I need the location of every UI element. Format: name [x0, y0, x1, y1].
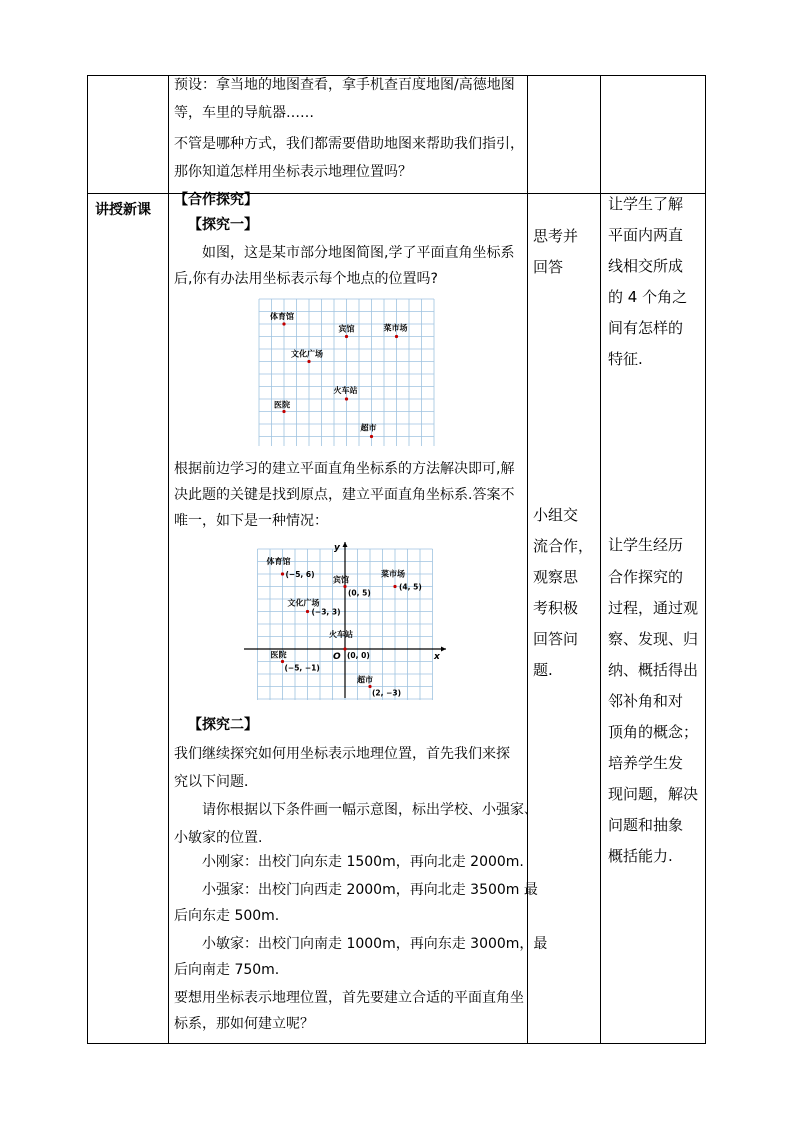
after-map1-line-2: 决此题的关键是找到原点，建立平面直角坐标系.答案不: [174, 487, 515, 503]
map2-label-culture: 文化广场: [287, 598, 320, 608]
city-map-grid: [258, 298, 435, 446]
map1-label-culture: 文化广场: [291, 349, 323, 359]
student-activity-1-line-1: 思考并: [533, 227, 579, 245]
explore2-line-4: 小敏家的位置.: [174, 830, 263, 846]
map2-point-culture: [306, 610, 309, 613]
student-activity-2-line-6: 题.: [533, 661, 553, 679]
explore2-line-9: 后向南走 750m.: [174, 962, 280, 978]
map1-label-hospital: 医院: [274, 400, 290, 410]
explore2-line-8: 小敏家：出校门向南走 1000m，再向东走 3000m，最: [202, 936, 548, 952]
design-intent-1-line-2: 平面内两直: [608, 226, 684, 244]
design-intent-2-line-1: 让学生经历: [608, 536, 684, 554]
design-intent-1-line-6: 特征.: [608, 350, 643, 368]
y-axis-label: y: [334, 543, 340, 553]
map1-label-gym: 体育馆: [270, 312, 294, 321]
map1-point-hospital: [282, 410, 285, 413]
design-intent-2-line-8: 培养学生发: [608, 754, 684, 772]
student-activity-2-line-2: 流合作，: [533, 537, 594, 555]
map1-point-station: [345, 397, 348, 400]
map1-label-station: 火车站: [333, 386, 358, 395]
student-activity-2-line-4: 考积极: [533, 599, 579, 617]
design-intent-1-line-5: 间有怎样的: [608, 319, 684, 337]
design-intent-2-line-3: 过程，通过观: [608, 599, 699, 617]
design-intent-1-line-4: 的 4 个角之: [608, 288, 688, 306]
map2-coord-gym: (−5, 6): [285, 570, 315, 579]
after-map1-line-3: 唯一，如下是一种情况：: [174, 513, 328, 529]
section-label: 讲授新课: [95, 202, 151, 218]
design-intent-2-line-9: 现问题，解决: [608, 785, 699, 803]
student-activity-2-line-5: 回答问: [533, 630, 579, 648]
map2-label-market: 菜市场: [381, 569, 405, 579]
explore1-line-1: 如图，这是某市部分地图简图,学了平面直角坐标系: [202, 245, 515, 261]
map2-point-hotel: [343, 585, 346, 588]
map2-coord-hotel: (0, 5): [348, 588, 371, 598]
x-axis-label: x: [434, 652, 440, 662]
design-intent-2-line-5: 纳、概括得出: [608, 661, 699, 679]
coordinate-map: [242, 538, 450, 700]
row1-line-3: 不管是哪种方式，我们都需要借助地图来帮助我们指引，: [174, 136, 524, 152]
map2-label-gym: 体育馆: [266, 557, 291, 566]
explore1-title: 【探究一】: [188, 217, 258, 233]
student-activity-1-line-2: 回答: [533, 258, 564, 276]
student-activity-2-line-1: 小组交: [533, 506, 579, 524]
map1-label-market: 菜市场: [383, 323, 408, 333]
explore2-line-10: 要想用坐标表示地理位置，首先要建立合适的平面直角坐: [174, 990, 524, 1006]
map1-label-hotel: 宾馆: [338, 324, 355, 334]
map2-label-hospital: 医院: [270, 650, 287, 660]
design-intent-2-line-4: 察、发现、归: [608, 630, 699, 648]
map2-point-gym: [281, 572, 284, 575]
map2-point-market: [393, 585, 396, 588]
design-intent-2-line-6: 邻补角和对: [608, 692, 684, 710]
map1-point-gym: [282, 322, 285, 325]
explore2-line-7: 后向东走 500m.: [174, 908, 280, 924]
explore2-line-2: 究以下问题．: [174, 774, 258, 790]
map1-point-culture: [307, 360, 310, 363]
explore1-line-2: 后,你有办法用坐标表示每个地点的位置吗?: [174, 271, 438, 287]
map1-point-supermarket: [370, 435, 373, 438]
after-map1-line-1: 根据前边学习的建立平面直角坐标系的方法解决即可,解: [174, 461, 515, 477]
design-intent-1-line-3: 线相交所成: [608, 257, 684, 275]
map2-coord-supermarket: (2, −3): [372, 688, 402, 698]
design-intent-2-line-2: 合作探究的: [608, 568, 684, 586]
explore2-title: 【探究二】: [188, 717, 258, 733]
col-divider-3: [600, 76, 601, 1043]
map2-coord-culture: (−3, 3): [311, 607, 341, 617]
design-intent-2-line-7: 顶角的概念；: [608, 723, 699, 741]
explore2-line-11: 标系，那如何建立呢？: [174, 1016, 314, 1032]
row1-line-1: 预设：拿当地的地图查看，拿手机查百度地图/高德地图: [174, 77, 515, 93]
map1-point-market: [395, 335, 398, 338]
cooperative-heading: 【合作探究】: [174, 192, 258, 208]
map1-label-supermarket: 超市: [360, 423, 377, 433]
design-intent-2-line-10: 问题和抽象: [608, 816, 684, 834]
student-activity-2-line-3: 观察思: [533, 568, 579, 586]
map1-point-hotel: [345, 335, 348, 338]
map2-coord-hospital: (−5, −1): [284, 663, 320, 673]
row1-line-2: 等，车里的导航器……: [174, 105, 314, 121]
map2-coord-station: (0, 0): [347, 651, 370, 660]
row1-line-4: 那你知道怎样用坐标表示地理位置吗？: [174, 164, 412, 180]
design-intent-1-line-1: 让学生了解: [608, 195, 684, 213]
map2-coord-market: (4, 5): [399, 582, 422, 592]
map2-label-hotel: 宾馆: [333, 575, 349, 585]
explore2-line-5: 小刚家：出校门向东走 1500m，再向北走 2000m.: [202, 854, 524, 870]
design-intent-2-line-11: 概括能力.: [608, 847, 673, 865]
explore2-line-1: 我们继续探究如何用坐标表示地理位置，首先我们来探: [174, 746, 510, 762]
col-divider-1: [168, 76, 169, 1043]
explore2-line-6: 小强家：出校门向西走 2000m，再向北走 3500m 最: [202, 882, 538, 898]
map2-label-supermarket: 超市: [357, 675, 373, 685]
explore2-line-3: 请你根据以下条件画一幅示意图，标出学校、小强家、: [202, 802, 538, 818]
map2-label-station: 火车站: [329, 630, 353, 639]
origin-label: O: [333, 652, 341, 662]
